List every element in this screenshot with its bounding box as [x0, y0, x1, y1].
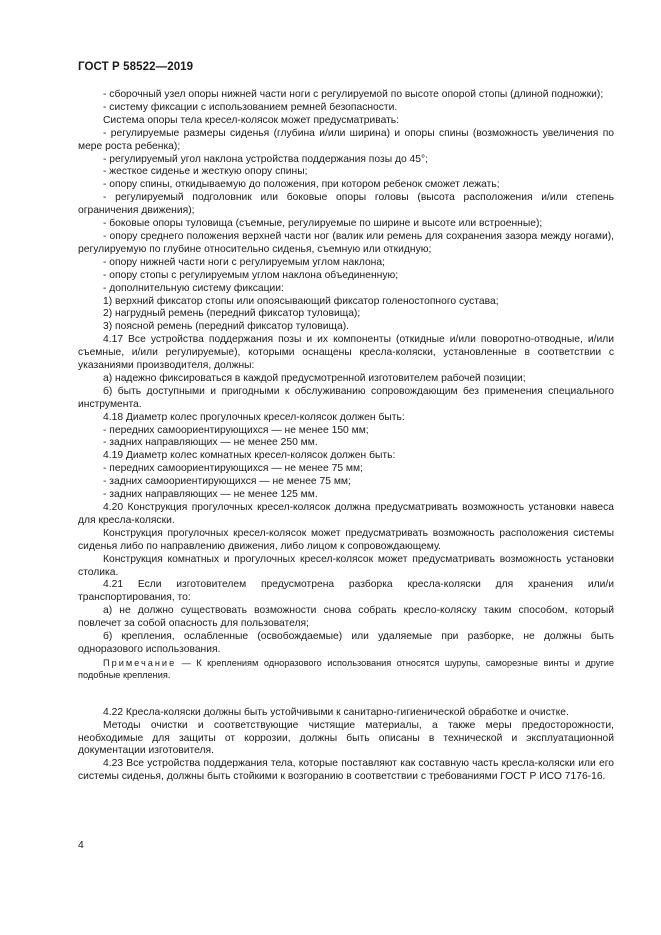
- paragraph: - задних направляющих — не менее 250 мм.: [103, 437, 318, 449]
- paragraph: - боковые опоры туловища (съемные, регулируемые по ширине и высоте или встроенные);: [103, 218, 543, 230]
- paragraph: - передних самоориентирующихся — не менее 150 мм;: [103, 424, 369, 436]
- clause-4-20: 4.20 Конструкция прогулочных кресел-колясок должна предусматривать возможность установки навеса для кресла-коляски.: [78, 502, 614, 526]
- note-text: — К креплениям одноразового использования относятся шурупы, саморезные винты и другие подобные крепления.: [78, 657, 614, 681]
- paragraph: Конструкция комнатных и прогулочных кресел-колясок может предусматривать возможность установки столика.: [78, 553, 614, 578]
- note: [78, 657, 614, 682]
- paragraph: - передних самоориентирующихся — не менее 75 мм;: [103, 463, 363, 475]
- document-body: [78, 89, 614, 784]
- paragraph: б) быть доступными и пригодными к обслуживанию сопровождающим без применения специального инструмента.: [78, 385, 614, 410]
- paragraph: а) надежно фиксироваться в каждой предусмотренной изготовителем рабочей позиции;: [103, 372, 526, 384]
- page-number: 4: [78, 840, 84, 851]
- paragraph: - задних направляющих — не менее 125 мм.: [103, 489, 318, 501]
- paragraph: Методы очистки и соответствующие чистящие материалы, а также меры предосторожности, необходимые для защиты от коррозии, должны быть описаны в технической и эксплуатационной документации изготовителя.: [78, 719, 614, 757]
- paragraph: - опору нижней части ноги с регулируемым углом наклона;: [103, 256, 385, 268]
- paragraph: - регулируемый угол наклона устройства поддержания позы до 45°;: [103, 153, 428, 165]
- paragraph: Система опоры тела кресел-колясок может предусматривать:: [103, 114, 400, 126]
- paragraph: 2) нагрудный ремень (передний фиксатор туловища);: [103, 308, 361, 320]
- note-label: Примечание: [103, 657, 177, 668]
- paragraph: - сборочный узел опоры нижней части ноги с регулируемой по высоте опорой стопы (длиной подножки);: [103, 89, 604, 100]
- clause-4-18: 4.18 Диаметр колес прогулочных кресел-колясок должен быть:: [103, 411, 405, 423]
- standard-header: ГОСТ Р 58522—2019: [78, 61, 194, 73]
- paragraph: - опору спины, откидываемую до положения, при котором ребенок сможет лежать;: [103, 179, 500, 191]
- paragraph: 3) поясной ремень (передний фиксатор туловища).: [103, 321, 349, 333]
- paragraph: - дополнительную систему фиксации:: [103, 282, 284, 294]
- paragraph: 1) верхний фиксатор стопы или опоясывающий фиксатор голеностопного сустава;: [103, 295, 499, 307]
- clause-4-23: 4.23 Все устройства поддержания тела, которые поставляют как составную часть кресла-коляски или его системы сиденья, должны быть стойкими к возгоранию в соответствии с требованиями ГОСТ Р ИСО 7176-16.: [78, 758, 614, 783]
- paragraph: - опору среднего положения верхней части ног (валик или ремень для сохранения зазора между ногами), регулируемую по глубине относительно сиденья, съемную или откидную;: [78, 230, 614, 255]
- paragraph: - жесткое сиденье и жесткую опору спины;: [103, 166, 308, 178]
- clause-4-17: 4.17 Все устройства поддержания позы и их компоненты (откидные и/или поворотно-отводные, и/или съемные, и/или регулируемые), которыми оснащены кресла-коляски, установленные в соответствии с указаниями производителя, должны:: [78, 334, 614, 372]
- paragraph: б) крепления, ослабленные (освобождаемые) или удаляемые при разборке, не должны быть одноразового использования.: [78, 631, 614, 655]
- paragraph: - регулируемый подголовник или боковые опоры головы (высота расположения и/или степень ограничения движения);: [78, 192, 614, 217]
- paragraph: - опору стопы с регулируемым углом наклона объединенную;: [103, 269, 399, 281]
- clause-4-22: 4.22 Кресла-коляски должны быть устойчивыми к санитарно-гигиенической обработке и очистке.: [103, 706, 569, 718]
- paragraph: - систему фиксации с использованием ремней безопасности.: [103, 101, 398, 113]
- paragraph: - регулируемые размеры сиденья (глубина и/или ширина) и опоры спины (возможность увеличения по мере роста ребенка);: [78, 127, 614, 152]
- paragraph: Конструкция прогулочных кресел-колясок может предусматривать возможность расположения системы сиденья либо по направлению движения, либо лицом к сопровождающему.: [78, 527, 614, 552]
- clause-4-19: 4.19 Диаметр колес комнатных кресел-колясок должен быть:: [103, 450, 396, 462]
- paragraph: - задних самоориентирующихся — не менее 75 мм;: [103, 476, 351, 488]
- paragraph: а) не должно существовать возможности снова собрать кресло-коляску таким способом, который повлечет за собой опасность для пользователя;: [78, 605, 614, 630]
- clause-4-21: 4.21 Если изготовителем предусмотрена разборка кресла-коляски для хранения или/и транспортирования, то:: [78, 579, 614, 604]
